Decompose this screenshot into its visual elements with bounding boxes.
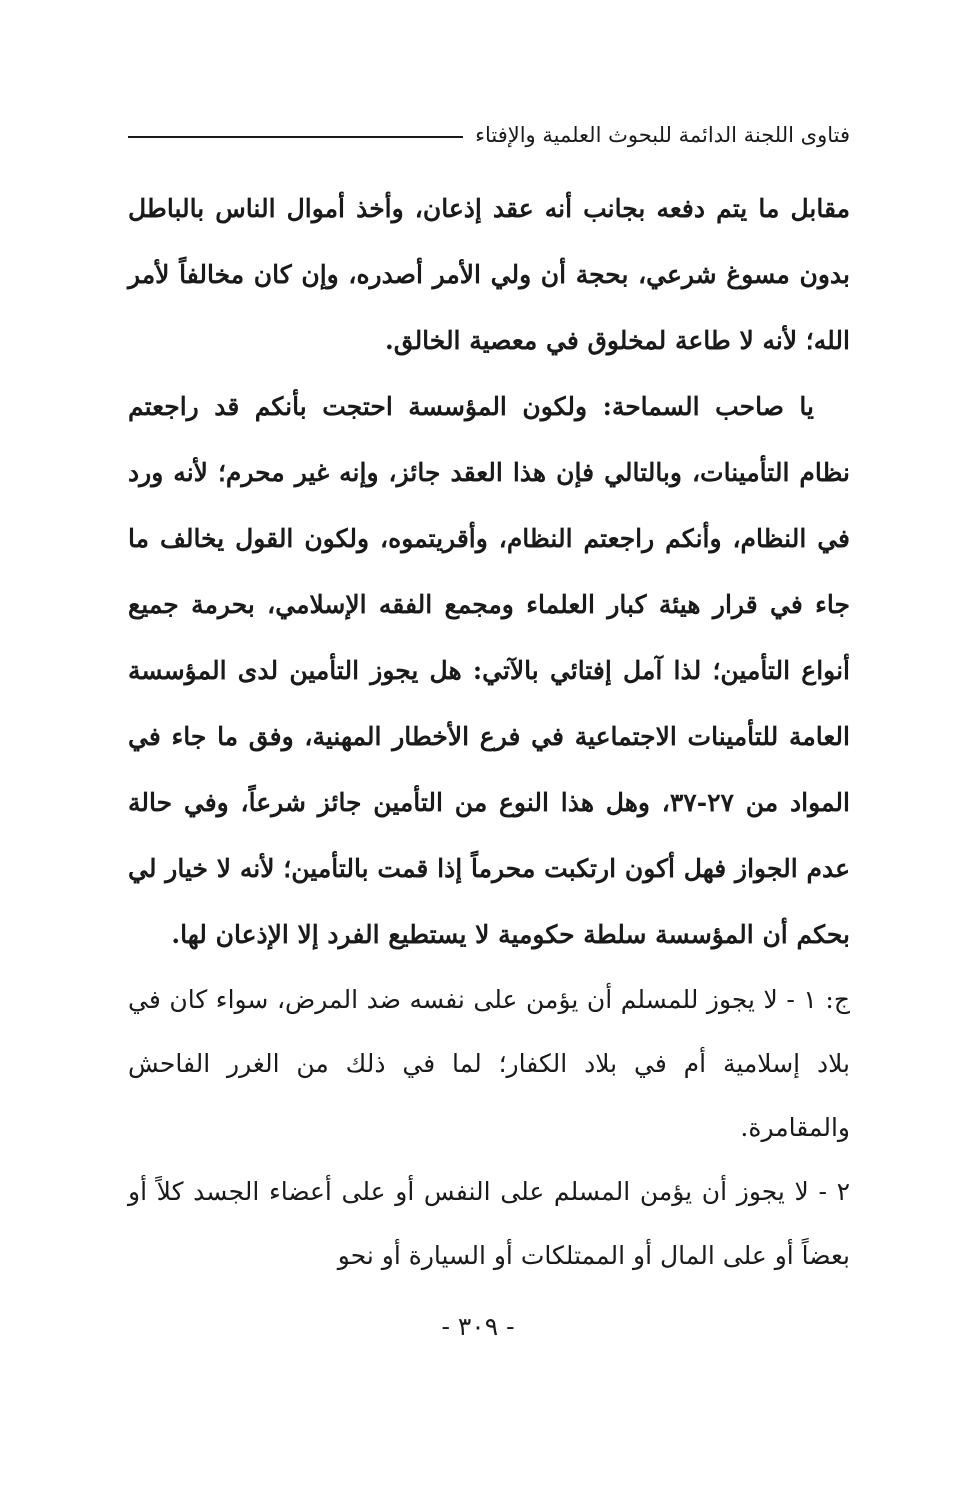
answer-paragraph-1: ج: ١ - لا يجوز للمسلم أن يؤمن على نفسه ضد المرض، سواء كان في بلاد إسلامية أم في بلاد الكفار؛ لما في ذلك من الغرر الفاحش والمقامرة.	[128, 985, 850, 1142]
running-header	[128, 110, 850, 160]
question-paragraph-2: يا صاحب السماحة: ولكون المؤسسة احتجت بأنكم قد راجعتم نظام التأمينات، وبالتالي فإن هذا العقد جائز، وإنه غير محرم؛ لأنه ورد في النظام، وأنكم راجعتم النظام، وأقريتموه، ولكون القول يخالف ما جاء في قرار هيئة كبار العلماء ومجمع الفقه الإسلامي، بحرمة جميع أنواع التأمين؛ لذا آمل إفتائي بالآتي: هل يجوز التأمين لدى المؤسسة العامة للتأمينات الاجتماعية في فرع الأخطار المهنية، وفق ما جاء في المواد من ٢٧-٣٧، وهل هذا النوع من التأمين جائز شرعاً، وفي حالة عدم الجواز فهل أكون ارتكبت محرماً إذا قمت بالتأمين؛ لأنه لا خيار لي بحكم أن المؤسسة سلطة حكومية لا يستطيع الفرد إلا الإذعان لها.	[128, 392, 850, 949]
page-body	[128, 176, 850, 1288]
question-paragraph-1: مقابل ما يتم دفعه بجانب أنه عقد إذعان، وأخذ أموال الناس بالباطل بدون مسوغ شرعي، بحجة أن ولي الأمر أصدره، وإن كان مخالفاً لأمر الله؛ لأنه لا طاعة لمخلوق في معصية الخالق.	[128, 194, 850, 355]
page-number: - ٣٠٩ -	[441, 1312, 515, 1341]
answer-paragraph-2: ٢ - لا يجوز أن يؤمن المسلم على النفس أو على أعضاء الجسد كلاً أو بعضاً أو على المال أو الممتلكات أو السيارة أو نحو	[128, 1177, 850, 1270]
header-rule	[128, 136, 463, 138]
running-title: فتاوى اللجنة الدائمة للبحوث العلمية والإفتاء	[475, 123, 850, 147]
